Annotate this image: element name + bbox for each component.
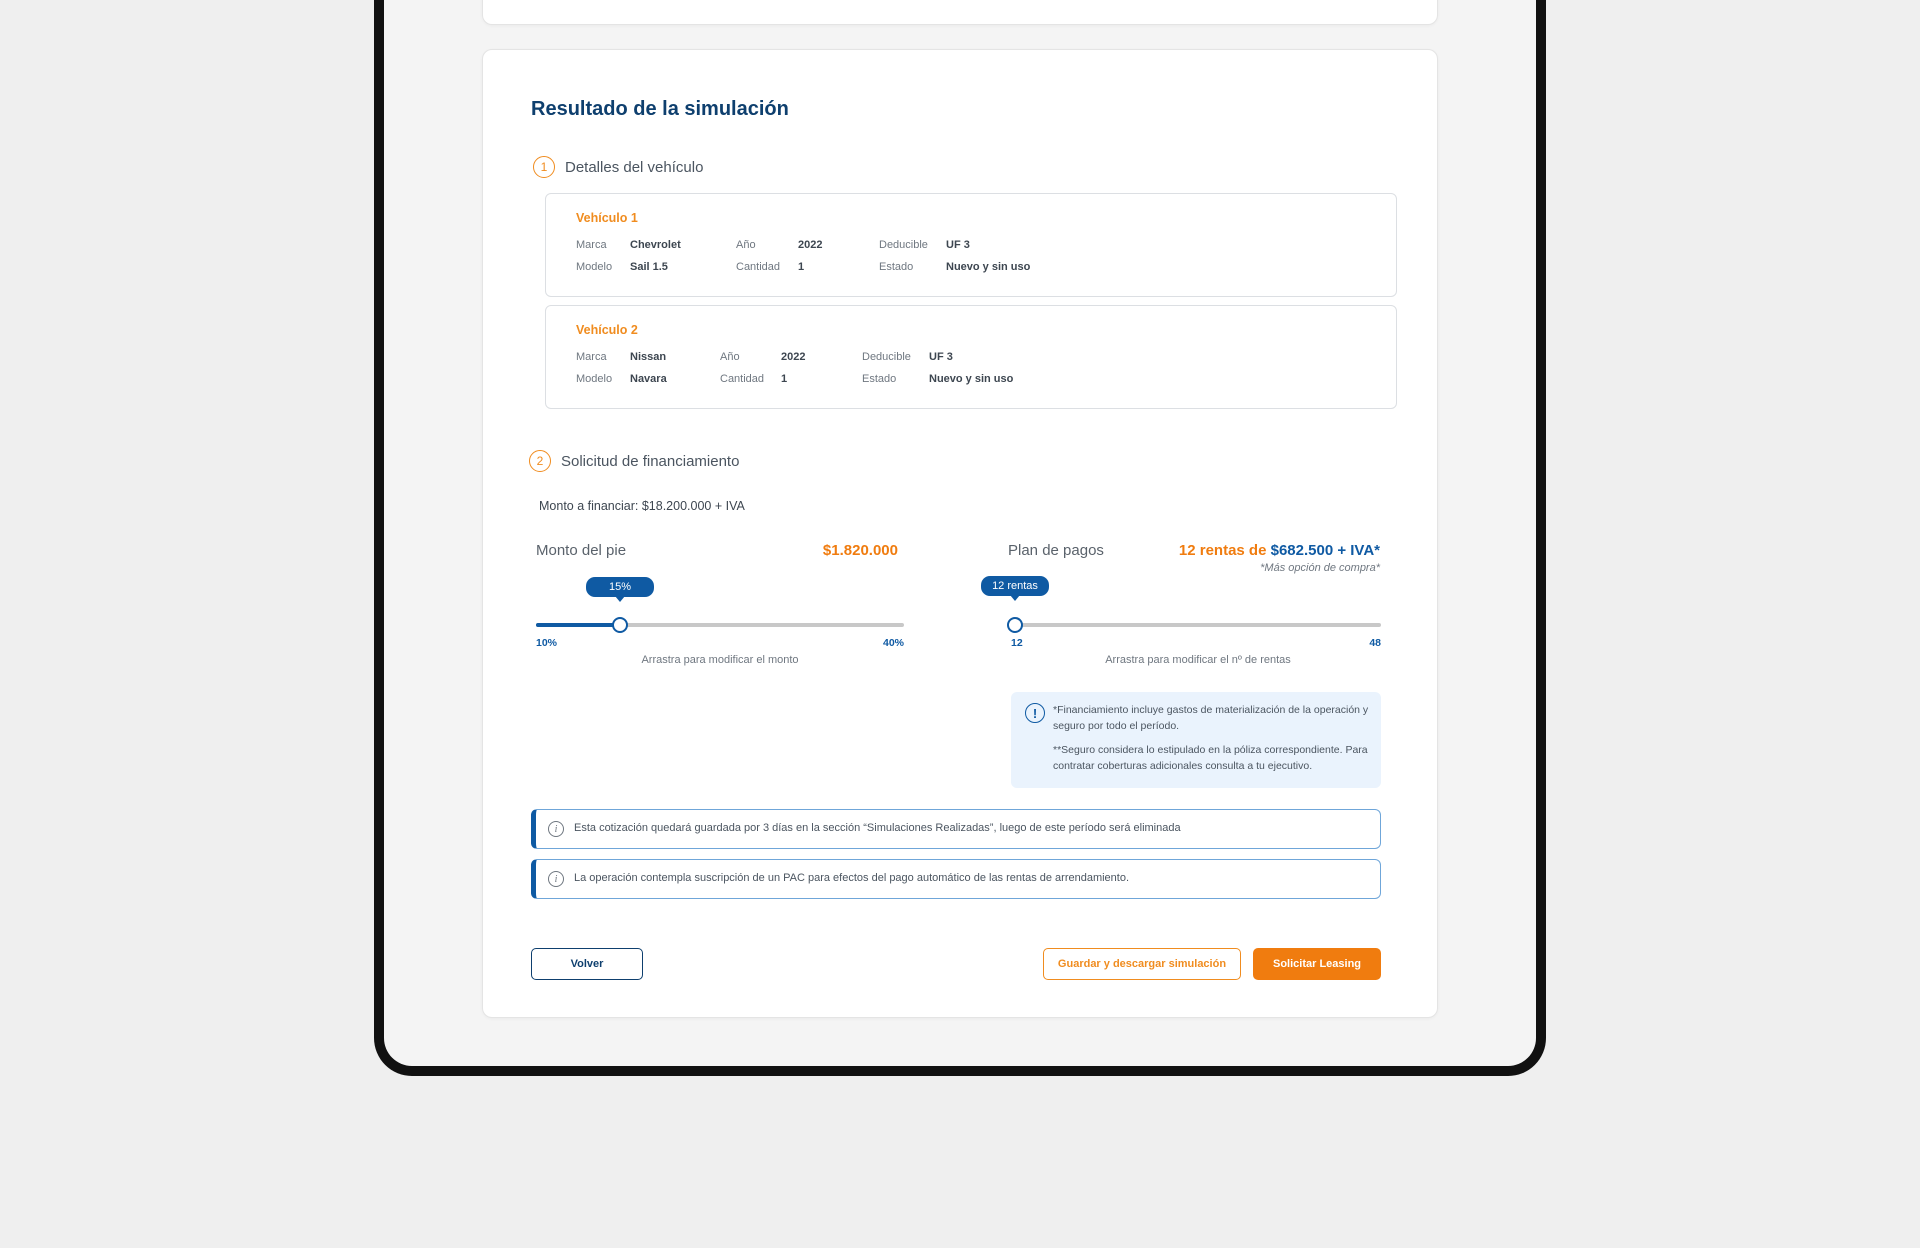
back-button[interactable]: Volver	[531, 948, 643, 980]
financing-info-box	[1011, 692, 1381, 788]
deducible-value: UF 3	[929, 351, 953, 363]
marca-value: Nissan	[630, 351, 667, 363]
save-and-download-button[interactable]: Guardar y descargar simulación	[1043, 948, 1241, 980]
tablet-frame	[374, 0, 1546, 1076]
step-number-1: 1	[533, 156, 555, 178]
down-payment-label: Monto del pie	[536, 542, 627, 559]
cantidad-label: Cantidad	[720, 373, 765, 385]
exclamation-circle-icon: !	[1025, 703, 1045, 723]
page-title: Resultado de la simulación	[531, 98, 789, 120]
previous-card	[482, 0, 1438, 25]
cantidad-value: 1	[798, 261, 805, 273]
vehicle-card-2	[545, 305, 1397, 409]
anio-label: Año	[736, 239, 756, 251]
payment-plan-max-label: 48	[1369, 637, 1381, 649]
down-payment-bubble: 15%	[586, 577, 654, 597]
modelo-value: Sail 1.5	[630, 261, 668, 273]
payment-plan-value-amount: $682.500 + IVA*	[1270, 542, 1380, 559]
down-payment-slider-handle[interactable]	[612, 617, 628, 633]
payment-plan-bubble: 12 rentas	[981, 576, 1049, 596]
payment-plan-slider[interactable]	[1015, 623, 1381, 627]
deducible-label: Deducible	[879, 239, 928, 251]
notice-pac	[531, 859, 1381, 899]
down-payment-max-label: 40%	[882, 637, 904, 649]
marca-label: Marca	[576, 351, 607, 363]
modelo-label: Modelo	[576, 373, 613, 385]
down-payment-value: $1.820.000	[822, 542, 898, 559]
deducible-value: UF 3	[946, 239, 970, 251]
vehicle-card-1	[545, 193, 1397, 297]
info-icon: i	[548, 821, 564, 837]
payment-plan-label: Plan de pagos	[1008, 542, 1104, 559]
deducible-label: Deducible	[862, 351, 911, 363]
cantidad-label: Cantidad	[736, 261, 781, 273]
estado-value: Nuevo y sin uso	[929, 373, 1014, 385]
payment-plan-slider-handle[interactable]	[1007, 617, 1023, 633]
down-payment-hint: Arrastra para modificar el monto	[641, 654, 799, 666]
anio-value: 2022	[798, 239, 823, 251]
vehicle-title: Vehículo 1	[576, 211, 638, 225]
simulation-result-card	[482, 49, 1438, 1018]
payment-plan-hint: Arrastra para modificar el nº de rentas	[1105, 654, 1291, 666]
financing-info-line-1: *Financiamiento incluye gastos de materialización de la operación y seguro por todo el período.	[1053, 704, 1369, 732]
step-label-financing: Solicitud de financiamiento	[561, 453, 740, 470]
notice-text: La operación contempla suscripción de un PAC para efectos del pago automático de las rentas de arrendamiento.	[574, 872, 1130, 884]
financing-info-line-2: **Seguro considera lo estipulado en la póliza correspondiente. Para contratar coberturas adicionales consulta a tu ejecutivo.	[1053, 744, 1368, 772]
estado-label: Estado	[862, 373, 897, 385]
payment-plan-min-label: 12	[1011, 637, 1023, 649]
vehicle-title: Vehículo 2	[576, 323, 638, 337]
step-label-vehicle-details: Detalles del vehículo	[565, 159, 704, 176]
step-number-2: 2	[529, 450, 551, 472]
info-icon: i	[548, 871, 564, 887]
notice-saved-quote	[531, 809, 1381, 849]
estado-label: Estado	[879, 261, 914, 273]
modelo-value: Navara	[630, 373, 667, 385]
tablet-screen	[384, 0, 1536, 1066]
notice-text: Esta cotización quedará guardada por 3 días en la sección “Simulaciones Realizadas”, luego de este período será eliminada	[574, 822, 1181, 834]
amount-to-finance: Monto a financiar: $18.200.000 + IVA	[539, 499, 745, 513]
purchase-option-note: *Más opción de compra*	[1260, 562, 1380, 574]
payment-plan-value-prefix: 12 rentas de	[1178, 542, 1271, 559]
down-payment-slider-fill	[536, 623, 620, 627]
request-leasing-button[interactable]: Solicitar Leasing	[1253, 948, 1381, 980]
down-payment-min-label: 10%	[536, 637, 558, 649]
estado-value: Nuevo y sin uso	[946, 261, 1031, 273]
down-payment-slider[interactable]	[536, 623, 904, 627]
payment-plan-value	[1123, 542, 1380, 559]
cantidad-value: 1	[781, 373, 788, 385]
marca-label: Marca	[576, 239, 607, 251]
modelo-label: Modelo	[576, 261, 613, 273]
anio-label: Año	[720, 351, 740, 363]
anio-value: 2022	[781, 351, 806, 363]
marca-value: Chevrolet	[630, 239, 681, 251]
